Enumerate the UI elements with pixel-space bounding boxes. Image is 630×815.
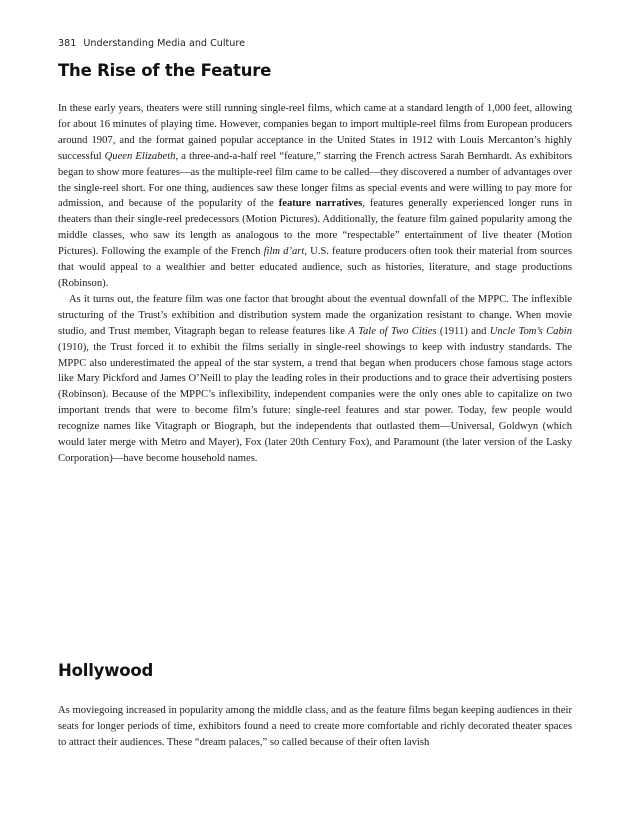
page-number: 381 — [58, 38, 77, 49]
section-body-hollywood — [58, 703, 572, 751]
italic-title: film d’art — [263, 246, 305, 258]
paragraph — [58, 292, 572, 467]
italic-title: Queen Elizabeth — [104, 150, 176, 162]
italic-title: A Tale of Two Cities — [348, 325, 437, 337]
text-run: In these early years, theaters were still running single-reel films, which came at a standard length of 1,000 feet, allowing for about 16 minutes of playing time. However, companies began to import multiple-reel films from European producers around 1907, and the format gained popular acceptance in the United States in 1912 with Louis Mercanton’s highly successful — [58, 103, 572, 162]
text-run: As moviegoing increased in popularity among the middle class, and as the feature films began keeping audiences in their seats for longer periods of time, exhibitors found a need to create more comfortable and richly decorated theater spaces to attract their audiences. These “dream palaces,” so called because of their often lavish — [58, 705, 572, 748]
text-run: (1910), the Trust forced it to exhibit the films serially in single-reel showings to keep with industry standards. The MPPC also underestimated the appeal of the star system, a trend that began when producers chose famous stage actors like Mary Pickford and James O’Neill to play the leading roles in their productions and to grace their advertising posters (Robinson). Because of the MPPC’s inflexibility, independent companies were the only ones able to capitalize on two important trends that were to become film’s future: single-reel features and star power. Today, few people would recognize names like Vitagraph or Biograph, but the independents that outlasted them—Universal, Goldwyn (which would later merge with Metro and Mayer), Fox (later 20th Century Fox), and Paramount (the later version of the Lasky Corporation)—have become household names. — [58, 341, 572, 464]
italic-title: Uncle Tom’s Cabin — [489, 325, 572, 337]
section-body-rise-of-feature — [58, 101, 572, 467]
book-title: Understanding Media and Culture — [83, 38, 245, 49]
paragraph — [58, 101, 572, 292]
running-header — [58, 38, 245, 49]
text-run: As it turns out, the feature film was one factor that brought about the eventual downfall of the MPPC. The inflexible structuring of the Trust’s exhibition and distribution system made the organization resistant to change. When movie studio, and Trust member, Vitagraph began to release features like — [58, 293, 572, 337]
paragraph — [58, 703, 572, 751]
key-term: feature narratives — [278, 198, 363, 210]
text-run: , U.S. feature producers often took their material from sources that would appeal to a wealthier and better educated audience, such as histories, literature, and stage productions (Robinson). — [58, 246, 572, 289]
text-run: , features generally experienced longer runs in theaters than their single-reel predecessors (Motion Pictures). Additionally, the feature film gained popularity among the middle classes, who saw its length as analogous to the more “respectable” entertainment of live theater (Motion Pictures). Following the example of the French — [58, 198, 572, 258]
text-run: (1911) and — [436, 325, 490, 337]
section-heading-hollywood: Hollywood — [58, 661, 154, 680]
text-run: , a three-and-a-half reel “feature,” starring the French actress Sarah Bernhardt. As exhibitors began to show more features—as the multiple-reel film came to be called—they discovered a number of advantages over the single-reel short. For one thing, audiences saw these longer films as special events and were willing to pay more for admission, and because of the popularity of the — [58, 150, 572, 210]
section-heading-rise-of-feature: The Rise of the Feature — [58, 61, 272, 80]
